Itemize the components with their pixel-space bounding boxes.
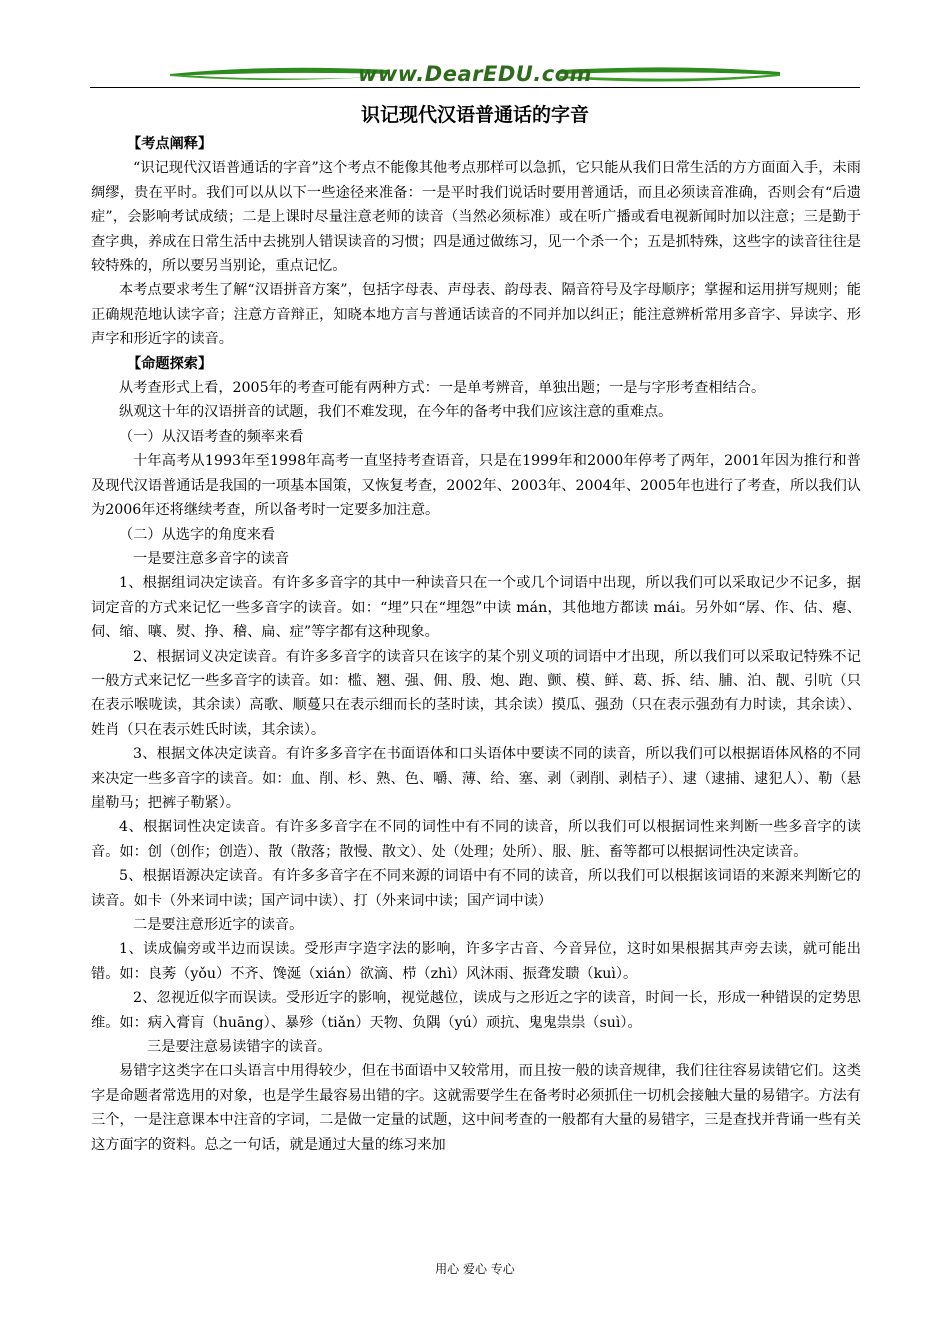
paragraph: 3、根据文体决定读音。有许多多音字在书面语体和口头语体中要读不同的读音，所以我们可以根据语体风格的不同来决定一些多音字的读音。如：血、削、杉、熟、色、嚼、薄、给、塞、剥（剥削、剥桔子）、逮（逮捕、逮犯人）、勒（悬崖勒马；把裤子勒紧）。 (91, 746, 861, 811)
site-logo-text: www.DearEDU.com (357, 62, 593, 86)
paragraph: 从考查形式上看，2005年的考查可能有两种方式：一是单考辨音，单独出题；一是与字形考查相结合。 (119, 380, 766, 397)
paragraph: 1、读成偏旁或半边而误读。受形声字造字法的影响，许多字古音、今音异位，这时如果根据其声旁去读，就可能出错。如：良莠（yǒu）不齐、馋涎（xián）欲滴、栉（zhì）风沐雨、振聋发聩（kuì）。 (91, 941, 861, 982)
section-heading-exploration: 【命题探索】 (127, 355, 213, 372)
header-divider (90, 87, 860, 88)
paragraph: 2、忽视近似字而误读。受形近字的影响，视觉越位，读成与之形近之字的读音，时间一长，形成一种错误的定势思维。如：病入膏肓（huāng）、暴殄（tiǎn）天物、负隅（yú）顽抗、鬼鬼祟祟（suì）。 (91, 990, 861, 1031)
subheading: 一是要注意多音字的读音 (133, 550, 290, 567)
paragraph: 纵观这十年的汉语拼音的试题，我们不难发现，在今年的备考中我们应该注意的重难点。 (119, 404, 673, 421)
page-title: 识记现代汉语普通话的字音 (360, 104, 589, 126)
subheading: 二是要注意形近字的读音。 (133, 917, 304, 933)
paragraph: “识记现代汉语普通话的字音”这个考点不能像其他考点那样可以急抓，它只能从我们日常生活的方方面面入手，未雨绸缪，贵在平时。我们可以从以下一些途径来准备：一是平时我们说话时要用普通话，而且必须读音准确，否则会有“后遗症”，会影响考试成绩；二是上课时尽量注意老师的读音（当然必须标准）或在听广播或看电视新闻时加以注意；三是勤于查字典，养成在日常生活中去挑别人错误读音的习惯；四是通过做练习，见一个杀一个；五是抓特殊，这些字的读音往往是较特殊的，所以要另当别论，重点记忆。 (91, 160, 861, 275)
paragraph: 本考点要求考生了解“汉语拼音方案”，包括字母表、声母表、韵母表、隔音符号及字母顺序；掌握和运用拼写规则；能正确规范地认读字音；注意方音辩正，知晓本地方言与普通话读音的不同并加以纠正；能注意辨析常用多音字、异读字、形声字和形近字的读音。 (91, 282, 861, 348)
paragraph: 2、根据词义决定读音。有许多多音字的读音只在该字的某个别义项的词语中才出现，所以我们可以采取记特殊不记一般方式来记忆一些多音字的读音。如：槛、翘、强、佣、殷、炮、跑、颤、模、鲜、葛、拆、结、脯、泊、靓、引吭（只在表示喉咙读，其余读）高歌、顺蔓只在表示细而长的茎时读，其余读）摸瓜、强劲（只在表示强劲有力时读，其余读）、姓肖（只在表示姓氏时读，其余读）。 (91, 648, 861, 738)
page-footer: 用心 爱心 专心 (435, 1262, 515, 1276)
document-body (91, 132, 861, 1157)
paragraph: 5、根据语源决定读音。有许多多音字在不同来源的词语中有不同的读音，所以我们可以根据该词语的来源来判断它的读音。如卡（外来词中读；国产词中读）、打（外来词中读；国产词中读） (91, 868, 861, 909)
section-heading-explanation: 【考点阐释】 (127, 136, 213, 152)
paragraph: 4、根据词性决定读音。有许多多音字在不同的词性中有不同的读音，所以我们可以根据词性来判断一些多音字的读音。如：创（创作；创造）、散（散落；散慢、散文）、处（处理；处所）、服、脏、畜等都可以根据词性决定读音。 (91, 819, 861, 860)
subheading: （一）从汉语考查的频率来看 (119, 428, 304, 445)
subheading: （二）从选字的角度来看 (119, 526, 276, 543)
paragraph: 十年高考从1993年至1998年高考一直坚持考查语音，只是在1999年和2000年停考了两年，2001年因为推行和普及现代汉语普通话是我国的一项基本国策，又恢复考查，2002年、2003年、2004年、2005年也进行了考查，所以我们认为2006年还将继续考查，所以备考时一定要多加注意。 (91, 453, 861, 519)
paragraph: 1、根据组词决定读音。有许多多音字的其中一种读音只在一个或几个词语中出现，所以我们可以采取记少不记多，据词定音的方式来记忆一些多音字的读音。如：“埋”只在“埋怨”中读 mán，其他地方都读 mái。另外如“孱、作、估、瘪、伺、缩、嚷、熨、挣、稽、扁、症”等字都有这种现象。 (91, 575, 861, 641)
subheading: 三是要注意易读错字的读音。 (147, 1039, 332, 1056)
paragraph: 易错字这类字在口头语言中用得较少，但在书面语中又较常用，而且按一般的读音规律，我们往往容易读错它们。这类字是命题者常选用的对象，也是学生最容易出错的字。这就需要学生在备考时必须抓住一切机会接触大量的易错字。方法有三个，一是注意课本中注音的字词，二是做一定量的试题，这中间考查的一般都有大量的易错字，三是查找并背诵一些有关这方面字的资料。总之一句话，就是通过大量的练习来加 (91, 1063, 861, 1153)
